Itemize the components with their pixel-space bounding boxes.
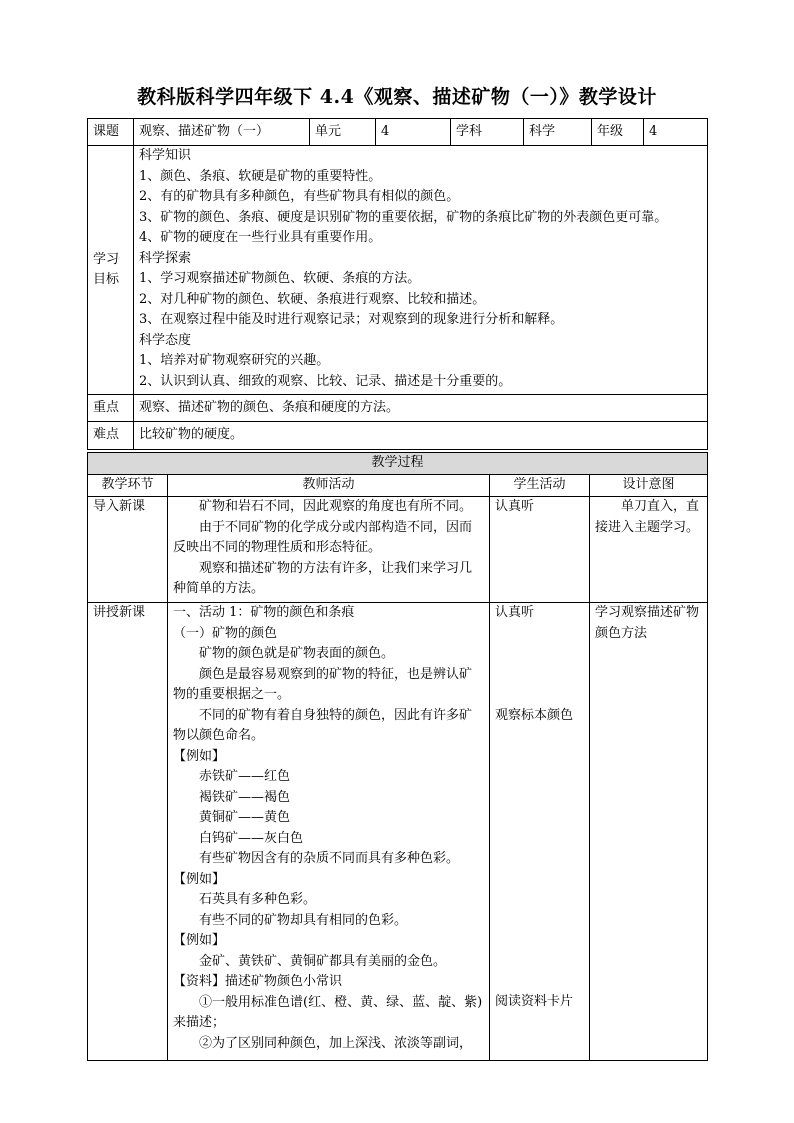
lecture-line: 颜色是最容易观察到的矿物的特征，也是辨认矿物的重要根据之一。 (173, 666, 473, 702)
difficulty-value: 比较矿物的硬度。 (134, 422, 708, 450)
lecture-line: 一、活动 1：矿物的颜色和条痕 (173, 605, 355, 620)
lecture-stage: 讲授新课 (88, 603, 168, 1061)
keypoint-value: 观察、描述矿物的颜色、条痕和硬度的方法。 (134, 395, 708, 422)
col-intent-header: 设计意图 (590, 475, 708, 497)
info-table (87, 118, 708, 450)
lecture-line: 不同的矿物有着自身独特的颜色，因此有许多矿物以颜色命名。 (173, 707, 473, 743)
lecture-line: （一）矿物的颜色 (173, 625, 278, 641)
lecture-line: 黄铜矿——黄色 (199, 810, 291, 825)
goals-line: 2、认识到认真、细致的观察、比较、记录、描述是十分重要的。 (139, 373, 512, 389)
goals-label: 学习目标 (88, 146, 134, 395)
col-stage-header: 教学环节 (88, 475, 168, 497)
goals-line: 3、在观察过程中能及时进行观察记录；对观察到的现象进行分析和解释。 (139, 312, 564, 327)
document-title: 教科版科学四年级下 4.4《观察、描述矿物（一）》教学设计 (137, 86, 657, 108)
lecture-line: ①一般用标准色谱(红、橙、黄、绿、蓝、靛、紫)来描述； (173, 994, 483, 1030)
intro-teacher (168, 497, 490, 603)
intro-stage: 导入新课 (88, 497, 168, 603)
goals-content (134, 146, 708, 395)
goals-line: 1、颜色、条痕、软硬是矿物的重要特性。 (139, 168, 382, 184)
col-teacher-header: 教师活动 (168, 475, 490, 497)
lecture-line: ②为了区别同种颜色，加上深浅、浓淡等副词， (199, 1035, 473, 1051)
intro-intent: 单刀直入，直接进入主题学习。 (590, 497, 708, 603)
lecture-line: 有些不同的矿物却具有相同的色彩。 (199, 912, 408, 928)
process-heading: 教学过程 (88, 453, 708, 475)
intro-teacher-line: 观察和描述矿物的方法有许多，让我们来学习几种简单的方法。 (173, 560, 473, 596)
goals-line: 3、矿物的颜色、条痕、硬度是识别矿物的重要依据，矿物的条痕比矿物的外表颜色更可靠。 (139, 209, 668, 225)
process-table (87, 452, 708, 1061)
lecture-intent: 学习观察描述矿物颜色方法 (590, 603, 708, 1061)
lecture-teacher (168, 603, 490, 1061)
intro-teacher-line: 矿物和岩石不同，因此观察的角度也有所不同。 (199, 499, 473, 514)
goals-line: 1、培养对矿物观察研究的兴趣。 (139, 353, 330, 368)
lecture-line: 石英具有多种色彩。 (199, 892, 317, 907)
subject-label: 学科 (451, 119, 524, 146)
grade-label: 年级 (592, 119, 644, 146)
goals-line: 2、有的矿物具有多种颜色，有些矿物具有相似的颜色。 (139, 189, 460, 204)
lecture-line: 白钨矿——灰白色 (199, 830, 304, 846)
difficulty-label: 难点 (88, 422, 134, 450)
lecture-line: 【例如】 (173, 871, 226, 887)
goals-line: 科学探索 (139, 250, 192, 266)
lecture-student-1: 认真听 (495, 605, 535, 620)
lecture-line: 【资料】描述矿物颜色小常识 (173, 974, 343, 989)
lecture-line: 褐铁矿——褐色 (199, 789, 291, 805)
unit-label: 单元 (310, 119, 376, 146)
lecture-line: 矿物的颜色就是矿物表面的颜色。 (199, 646, 395, 661)
topic-label: 课题 (88, 119, 134, 146)
lecture-line: 有些矿物因含有的杂质不同而具有多种色彩。 (199, 851, 460, 866)
lecture-line: 赤铁矿——红色 (199, 769, 291, 784)
intro-student: 认真听 (490, 497, 590, 603)
goals-line: 科学态度 (139, 332, 192, 348)
subject-value: 科学 (524, 119, 592, 146)
goals-line: 4、矿物的硬度在一些行业具有重要作用。 (139, 230, 382, 245)
goals-line: 2、对几种矿物的颜色、软硬、条痕进行观察、比较和描述。 (139, 291, 486, 307)
lecture-student-2: 观察标本颜色 (495, 708, 574, 723)
lecture-student (490, 603, 590, 1061)
topic-value: 观察、描述矿物（一） (134, 119, 310, 146)
goals-line: 科学知识 (139, 148, 192, 163)
unit-value: 4 (376, 119, 451, 146)
lecture-line: 金矿、黄铁矿、黄铜矿都具有美丽的金色。 (199, 953, 447, 969)
grade-value: 4 (644, 119, 708, 146)
lecture-line: 【例如】 (173, 748, 226, 764)
goals-line: 1、学习观察描述矿物颜色、软硬、条痕的方法。 (139, 271, 421, 286)
lecture-student-3: 阅读资料卡片 (495, 994, 574, 1009)
keypoint-label: 重点 (88, 395, 134, 422)
col-student-header: 学生活动 (490, 475, 590, 497)
intro-teacher-line: 由于不同矿物的化学成分或内部构造不同，因而反映出不同的物理性质和形态特征。 (173, 519, 473, 555)
lecture-line: 【例如】 (173, 933, 226, 948)
